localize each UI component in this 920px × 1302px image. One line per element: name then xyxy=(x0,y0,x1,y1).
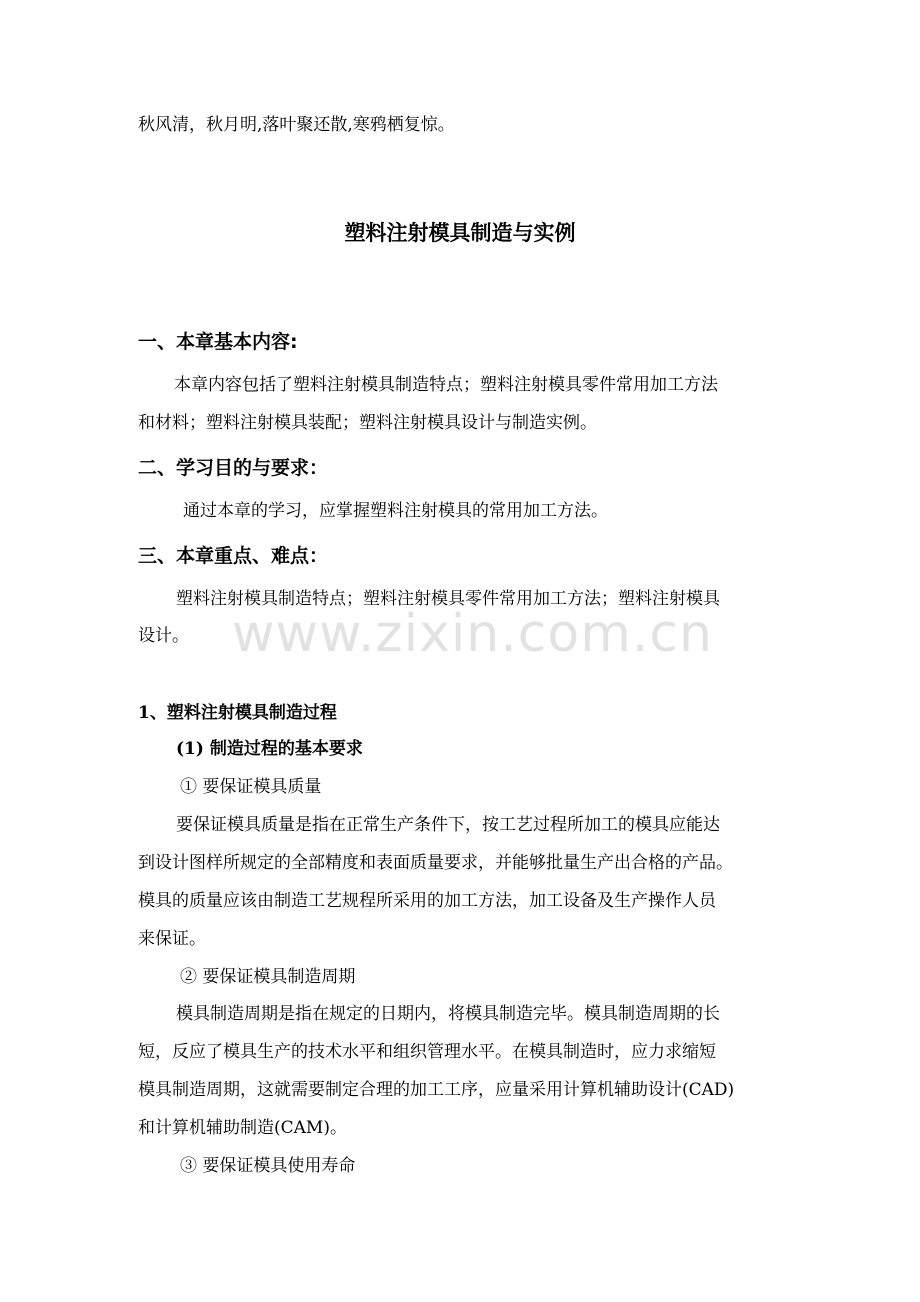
paragraph-line: 本章内容包括了塑料注射模具制造特点；塑料注射模具零件常用加工方法 xyxy=(174,375,718,395)
item-label: ① 要保证模具质量 xyxy=(180,777,322,797)
paragraph-line: 来保证。 xyxy=(138,929,206,949)
paragraph-line: 到设计图样所规定的全部精度和表面质量要求，并能够批量生产出合格的产品。 xyxy=(138,853,733,873)
paragraph-line: 模具的质量应该由制造工艺规程所采用的加工方法，加工设备及生产操作人员 xyxy=(138,891,716,911)
sub-heading: (1) 制造过程的基本要求 xyxy=(176,739,363,759)
poem-line: 秋风清，秋月明,落叶聚还散,寒鸦栖复惊。 xyxy=(138,115,455,135)
item-label: ③ 要保证模具使用寿命 xyxy=(180,1156,356,1176)
paragraph-line: 模具制造周期是指在规定的日期内，将模具制造完毕。模具制造周期的长 xyxy=(176,1004,720,1024)
section-heading-1: 一、本章基本内容: xyxy=(138,331,298,353)
paragraph-line: 和计算机辅助制造(CAM)。 xyxy=(138,1118,347,1138)
subsection-heading: 1、塑料注射模具制造过程 xyxy=(138,703,337,723)
paragraph-line: 和材料；塑料注射模具装配；塑料注射模具设计与制造实例。 xyxy=(138,413,597,433)
paragraph-line: 模具制造周期，这就需要制定合理的加工工序，应量采用计算机辅助设计(CAD) xyxy=(138,1080,735,1100)
watermark: www.zixin.com.cn xyxy=(232,604,713,664)
item-label: ② 要保证模具制造周期 xyxy=(180,967,356,987)
paragraph-line: 通过本章的学习，应掌握塑料注射模具的常用加工方法。 xyxy=(183,501,608,521)
paragraph-line: 设计。 xyxy=(138,626,189,646)
section-heading-3: 三、本章重点、难点： xyxy=(138,545,329,567)
section-heading-2: 二、学习目的与要求： xyxy=(138,457,329,479)
paragraph-line: 短，反应了模具生产的技术水平和组织管理水平。在模具制造时，应力求缩短 xyxy=(138,1042,716,1062)
document-title: 塑料注射模具制造与实例 xyxy=(344,221,576,245)
paragraph-line: 塑料注射模具制造特点；塑料注射模具零件常用加工方法；塑料注射模具 xyxy=(176,589,720,609)
paragraph-line: 要保证模具质量是指在正常生产条件下，按工艺过程所加工的模具应能达 xyxy=(176,815,720,835)
